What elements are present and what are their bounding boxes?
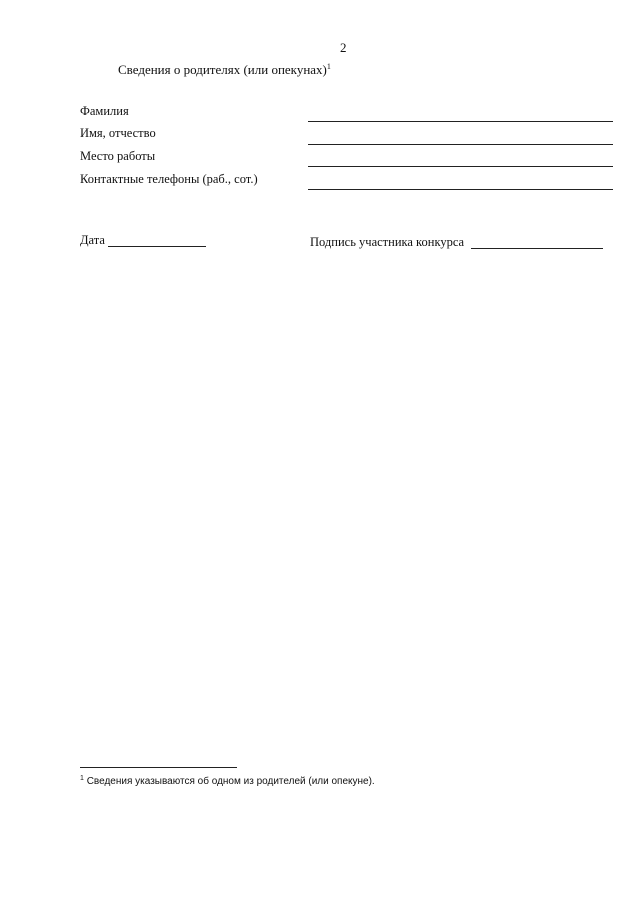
date-label: Дата: [80, 233, 105, 247]
page-number: 2: [340, 40, 347, 55]
footnote-rule: [80, 767, 237, 768]
field-line-surname[interactable]: [308, 121, 613, 122]
field-label-phones: Контактные телефоны (раб., сот.): [80, 172, 258, 186]
footnote-text: Сведения указываются об одном из родителей (или опекуне).: [86, 776, 375, 787]
field-label-workplace: Место работы: [80, 149, 156, 163]
field-line-workplace[interactable]: [308, 166, 613, 167]
field-line-name-patronymic[interactable]: [308, 144, 613, 145]
heading-footnote-mark: 1: [326, 62, 331, 71]
field-label-surname: Фамилия: [80, 104, 129, 118]
heading-text: Сведения о родителях (или опекунах): [118, 62, 327, 77]
footnote-mark: 1: [80, 775, 84, 782]
signature-label: Подпись участника конкурса: [310, 235, 465, 249]
date-line[interactable]: [108, 246, 206, 247]
field-label-name-patronymic: Имя, отчество: [80, 126, 156, 140]
footnote: [80, 775, 375, 787]
signature-line[interactable]: [471, 248, 603, 249]
section-heading: [118, 62, 331, 78]
field-line-phones[interactable]: [308, 189, 613, 190]
